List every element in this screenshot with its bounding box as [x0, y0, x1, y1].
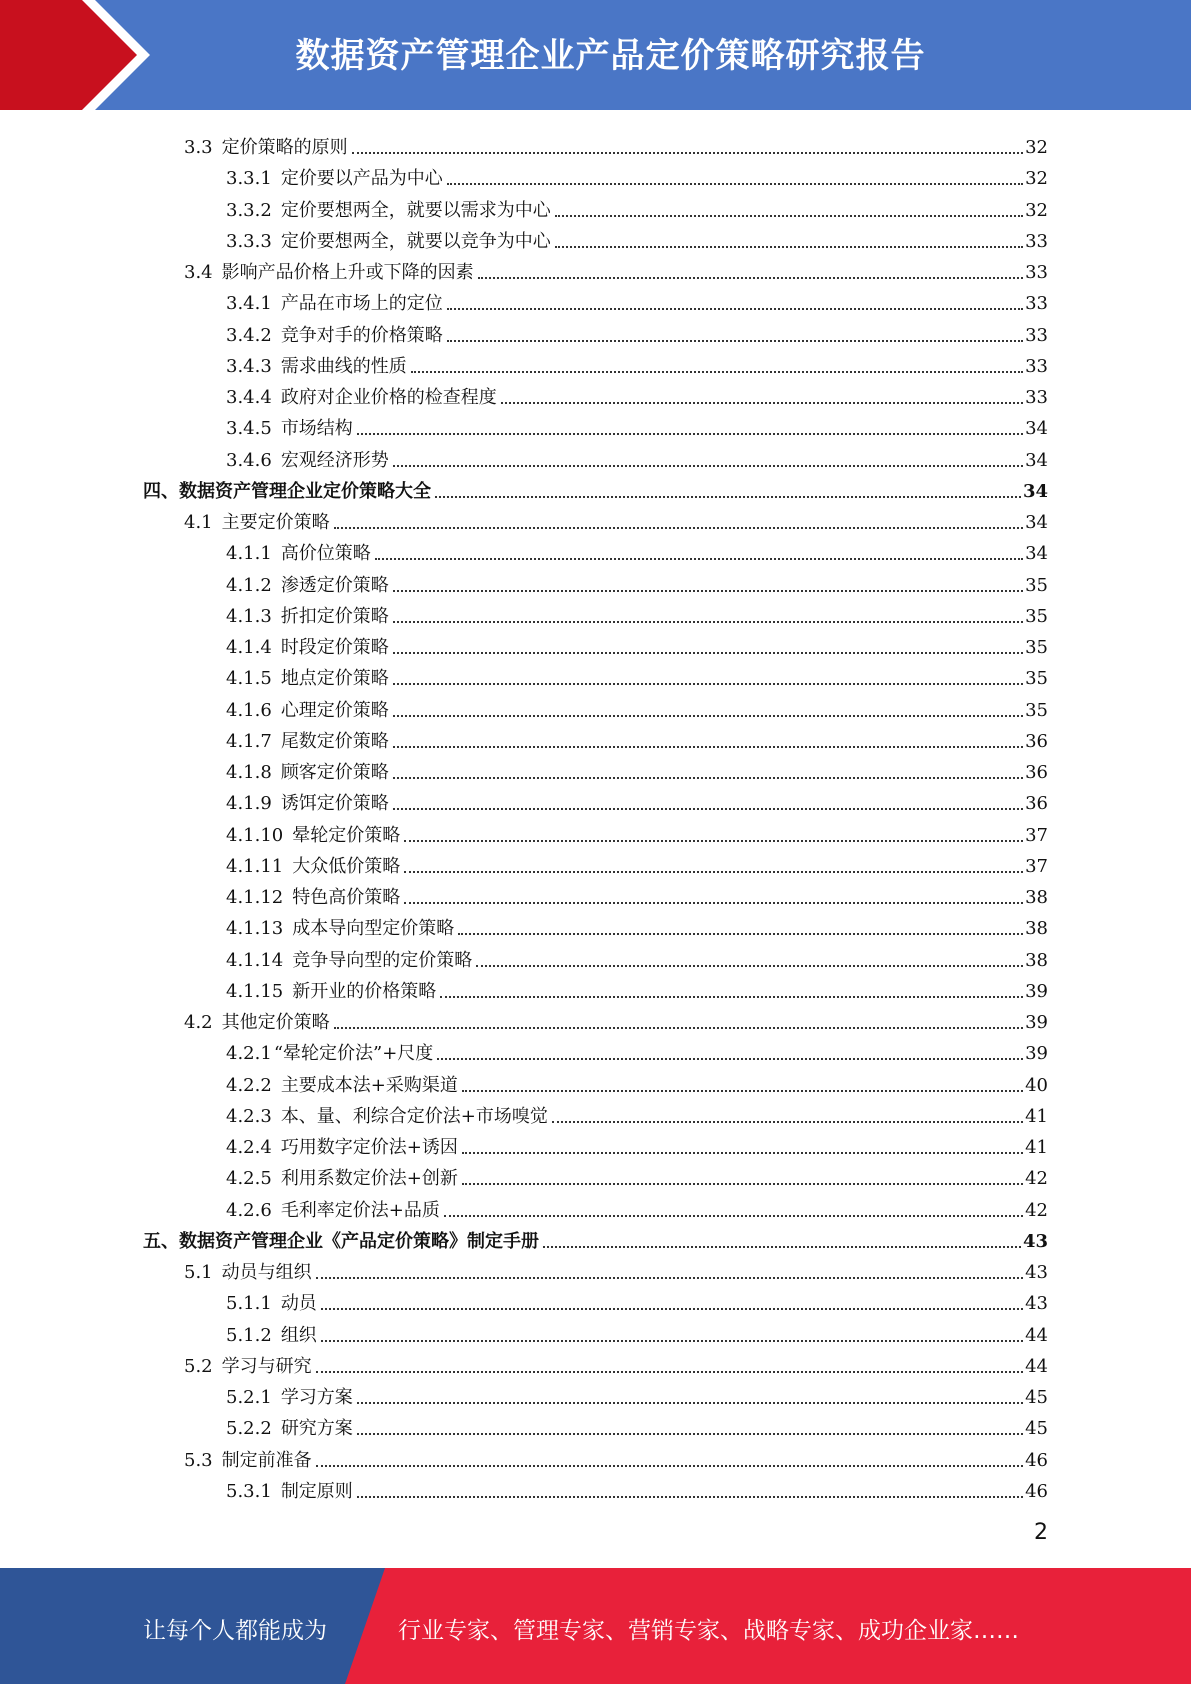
toc-entry[interactable]: [184, 503, 1048, 534]
toc-dot-leader: [555, 245, 1023, 248]
toc-entry-title: 地点定价策略: [280, 668, 389, 690]
report-title: 数据资产管理企业产品定价策略研究报告: [295, 36, 926, 76]
toc-entry[interactable]: [226, 409, 1048, 440]
toc-entry-title: 产品在市场上的定位: [280, 293, 443, 315]
toc-dot-leader: [444, 1214, 1023, 1217]
toc-dot-leader: [462, 1151, 1023, 1154]
toc-dot-leader: [435, 495, 1021, 498]
toc-entry-number: 五、: [143, 1230, 179, 1252]
toc-entry-page: 39: [1025, 1043, 1048, 1065]
footer-slogan-right: 行业专家、管理专家、营销专家、战略专家、成功企业家……: [398, 1618, 1019, 1644]
toc-dot-leader: [334, 1026, 1023, 1029]
toc-entry[interactable]: [226, 722, 1048, 753]
toc-dot-leader: [462, 1089, 1023, 1092]
toc-dot-leader: [478, 276, 1023, 279]
toc-entry[interactable]: [226, 1159, 1048, 1190]
toc-entry-title: 政府对企业价格的检查程度: [280, 387, 497, 408]
toc-entry-page: 33: [1025, 293, 1048, 315]
toc-dot-leader: [321, 1339, 1023, 1342]
toc-entry-page: 35: [1025, 699, 1048, 721]
toc-dot-leader: [476, 964, 1023, 967]
toc-entry[interactable]: [184, 128, 1048, 159]
toc-dot-leader: [393, 620, 1023, 623]
toc-entry[interactable]: [184, 1253, 1048, 1284]
toc-entry-page: 46: [1025, 1449, 1048, 1471]
toc-entry-number: 4.1.6: [226, 699, 272, 721]
toc-entry-number: 4.1: [184, 512, 213, 533]
toc-entry-title: 制定原则: [280, 1480, 353, 1502]
toc-entry-number: 5.1.1: [226, 1293, 272, 1315]
toc-entry-title: 时段定价策略: [280, 637, 389, 658]
toc-entry[interactable]: [143, 1222, 1048, 1253]
toc-dot-leader: [462, 1182, 1023, 1185]
toc-dot-leader: [357, 1432, 1023, 1435]
toc-entry-number: 3.4.5: [226, 418, 272, 440]
toc-entry-title: 毛利率定价法+品质: [280, 1199, 440, 1221]
toc-entry-page: 42: [1025, 1199, 1048, 1221]
toc-dot-leader: [543, 1245, 1021, 1248]
toc-entry-number: 4.1.14: [226, 949, 284, 971]
toc-entry-number: 3.4.1: [226, 293, 272, 315]
toc-dot-leader: [393, 807, 1023, 810]
toc-dot-leader: [437, 1057, 1023, 1060]
toc-dot-leader: [447, 307, 1023, 310]
toc-entry[interactable]: [226, 972, 1048, 1003]
toc-dot-leader: [316, 1370, 1023, 1373]
toc-entry[interactable]: [226, 316, 1048, 347]
page-header: [0, 0, 1191, 110]
toc-entry-title: 竞争导向型的定价策略: [292, 949, 473, 971]
toc-entry-number: 4.2.3: [226, 1105, 272, 1127]
toc-entry-page: 45: [1025, 1387, 1048, 1408]
toc-entry-page: 39: [1025, 980, 1048, 1002]
toc-entry-number: 4.1.3: [226, 605, 272, 627]
toc-entry-page: 43: [1025, 1293, 1048, 1315]
toc-entry-title: 动员: [280, 1293, 317, 1315]
toc-entry-page: 33: [1025, 387, 1048, 408]
toc-entry[interactable]: [226, 534, 1048, 565]
toc-entry-number: 3.4: [184, 262, 213, 283]
toc-entry-number: 5.1: [184, 1262, 213, 1283]
toc-entry-number: 4.2.1: [226, 1043, 272, 1065]
toc-entry[interactable]: [226, 159, 1048, 190]
toc-dot-leader: [501, 401, 1023, 404]
toc-entry[interactable]: [184, 1441, 1048, 1472]
toc-dot-leader: [393, 464, 1023, 467]
toc-entry-number: 4.2: [184, 1012, 213, 1033]
toc-entry-title: 数据资产管理企业《产品定价策略》制定手册: [179, 1230, 539, 1252]
toc-entry-title: 折扣定价策略: [280, 605, 389, 627]
footer-slogan-left: 让每个人都能成为: [143, 1618, 327, 1644]
toc-entry-title: 研究方案: [280, 1418, 353, 1440]
toc-entry-title: 宏观经济形势: [280, 449, 389, 471]
toc-dot-leader: [316, 1464, 1023, 1467]
toc-entry-title: 竞争对手的价格策略: [280, 324, 443, 346]
toc-entry-number: 4.2.2: [226, 1074, 272, 1096]
toc-entry-title: 成本导向型定价策略: [292, 918, 455, 940]
toc-entry-number: 4.1.15: [226, 980, 284, 1002]
toc-entry-page: 38: [1025, 949, 1048, 971]
toc-entry-page: 46: [1025, 1480, 1048, 1502]
toc-dot-leader: [375, 557, 1023, 560]
toc-dot-leader: [404, 901, 1023, 904]
toc-entry-number: 3.3.3: [226, 230, 272, 252]
toc-dot-leader: [458, 932, 1023, 935]
toc-entry-number: 3.4.2: [226, 324, 272, 346]
toc-entry[interactable]: [226, 847, 1048, 878]
toc-entry-page: 35: [1025, 668, 1048, 690]
toc-dot-leader: [393, 651, 1023, 654]
toc-entry-number: 四、: [143, 480, 179, 502]
toc-entry-page: 44: [1025, 1355, 1048, 1377]
toc-entry-title: 心理定价策略: [280, 699, 389, 721]
page-number: 2: [1034, 1520, 1048, 1545]
toc-dot-leader: [357, 1401, 1023, 1404]
toc-dot-leader: [357, 1495, 1023, 1498]
toc-entry-page: 35: [1025, 574, 1048, 596]
toc-dot-leader: [552, 1120, 1023, 1123]
toc-entry-number: 4.1.12: [226, 887, 284, 908]
toc-entry-page: 41: [1025, 1137, 1048, 1158]
toc-entry-page: 37: [1025, 824, 1048, 846]
toc-entry-page: 36: [1025, 793, 1048, 815]
toc-entry-number: 4.1.2: [226, 574, 272, 596]
toc-entry-number: 3.3: [184, 137, 213, 158]
toc-entry-number: 5.2.1: [226, 1387, 272, 1408]
toc-entry-title: 定价要以产品为中心: [280, 168, 443, 190]
toc-entry-title: 定价策略的原则: [221, 137, 348, 158]
toc-entry-number: 5.3.1: [226, 1480, 272, 1502]
toc-entry[interactable]: [184, 1347, 1048, 1378]
toc-entry[interactable]: [226, 1034, 1048, 1065]
toc-dot-leader: [321, 1307, 1023, 1310]
toc-entry[interactable]: [226, 659, 1048, 690]
toc-entry-title: 顾客定价策略: [280, 762, 389, 783]
toc-entry-page: 37: [1025, 855, 1048, 877]
toc-entry-page: 43: [1025, 1262, 1048, 1283]
toc-entry-number: 4.1.11: [226, 855, 284, 877]
toc-entry-number: 5.1.2: [226, 1324, 272, 1346]
toc-entry[interactable]: [226, 566, 1048, 597]
toc-entry-number: 4.1.9: [226, 793, 272, 815]
toc-entry[interactable]: [226, 1128, 1048, 1159]
toc-dot-leader: [440, 995, 1023, 998]
toc-dot-leader: [334, 526, 1023, 529]
toc-dot-leader: [447, 182, 1023, 185]
toc-entry[interactable]: [226, 1097, 1048, 1128]
toc-entry[interactable]: [226, 1378, 1048, 1409]
toc-dot-leader: [393, 589, 1023, 592]
toc-entry-page: 36: [1025, 730, 1048, 752]
toc-entry-page: 40: [1025, 1074, 1048, 1096]
toc-entry-title: 主要成本法+采购渠道: [280, 1074, 458, 1096]
toc-dot-leader: [393, 682, 1023, 685]
toc-dot-leader: [404, 870, 1023, 873]
toc-entry-page: 32: [1025, 168, 1048, 190]
toc-entry-title: 学习方案: [280, 1387, 353, 1408]
toc-entry-page: 38: [1025, 887, 1048, 908]
toc-entry-title: 制定前准备: [221, 1449, 312, 1471]
toc-entry[interactable]: [226, 691, 1048, 722]
toc-entry-number: 3.3.1: [226, 168, 272, 190]
toc-entry[interactable]: [226, 1284, 1048, 1315]
toc-entry-number: 3.4.4: [226, 387, 272, 408]
toc-entry-title: 新开业的价格策略: [292, 980, 437, 1002]
toc-entry-page: 34: [1025, 418, 1048, 440]
toc-entry-page: 45: [1025, 1418, 1048, 1440]
toc-entry-number: 4.1.13: [226, 918, 284, 940]
toc-dot-leader: [447, 339, 1023, 342]
toc-entry-page: 43: [1022, 1230, 1048, 1252]
toc-entry-page: 44: [1025, 1324, 1048, 1346]
toc-entry-page: 39: [1025, 1012, 1048, 1033]
toc-entry-title: 市场结构: [280, 418, 353, 440]
toc-entry-page: 34: [1022, 480, 1048, 502]
toc-entry[interactable]: [226, 816, 1048, 847]
toc-dot-leader: [357, 432, 1023, 435]
toc-entry-title: 特色高价策略: [292, 887, 401, 908]
toc-entry[interactable]: [143, 472, 1048, 503]
toc-entry[interactable]: [226, 378, 1048, 409]
toc-entry-page: 38: [1025, 918, 1048, 940]
toc-entry-page: 33: [1025, 230, 1048, 252]
toc-entry[interactable]: [226, 878, 1048, 909]
toc-entry-title: 动员与组织: [221, 1262, 312, 1283]
toc-dot-leader: [393, 776, 1023, 779]
toc-entry[interactable]: [226, 784, 1048, 815]
toc-entry[interactable]: [226, 1191, 1048, 1222]
toc-entry-number: 3.3.2: [226, 199, 272, 221]
toc-entry[interactable]: [226, 191, 1048, 222]
toc-entry-page: 42: [1025, 1168, 1048, 1190]
toc-entry-title: 晕轮定价策略: [292, 824, 401, 846]
toc-entry-page: 41: [1025, 1105, 1048, 1127]
toc-entry-page: 32: [1025, 137, 1048, 158]
toc-entry-title: 诱饵定价策略: [280, 793, 389, 815]
toc-entry[interactable]: [184, 1003, 1048, 1034]
toc-entry-title: 尾数定价策略: [280, 730, 389, 752]
toc-entry-page: 34: [1025, 449, 1048, 471]
toc-entry[interactable]: [226, 1066, 1048, 1097]
toc-dot-leader: [393, 714, 1023, 717]
toc-entry[interactable]: [226, 441, 1048, 472]
toc-entry-number: 4.1.4: [226, 637, 272, 658]
toc-entry-title: 巧用数字定价法+诱因: [280, 1137, 458, 1158]
toc-entry[interactable]: [226, 628, 1048, 659]
toc-entry[interactable]: [226, 1472, 1048, 1503]
toc-entry-page: 32: [1025, 199, 1048, 221]
toc-entry-title: 组织: [280, 1324, 317, 1346]
toc-entry-title: 大众低价策略: [292, 855, 401, 877]
toc-entry[interactable]: [226, 597, 1048, 628]
toc-entry-page: 33: [1025, 355, 1048, 377]
toc-entry-title: 需求曲线的性质: [280, 355, 407, 377]
toc-entry-number: 5.3: [184, 1449, 213, 1471]
toc-entry-number: 4.1.1: [226, 543, 272, 565]
toc-dot-leader: [411, 370, 1023, 373]
toc-entry-title: 利用系数定价法+创新: [280, 1168, 458, 1190]
toc-entry-title: 学习与研究: [221, 1355, 312, 1377]
toc-entry[interactable]: [226, 347, 1048, 378]
toc-dot-leader: [352, 151, 1023, 154]
toc-entry[interactable]: [226, 909, 1048, 940]
toc-entry[interactable]: [226, 1316, 1048, 1347]
toc-entry-title: 其他定价策略: [221, 1012, 330, 1033]
toc-entry-page: 33: [1025, 324, 1048, 346]
toc-entry-number: 4.1.10: [226, 824, 284, 846]
toc-entry-number: 3.4.3: [226, 355, 272, 377]
toc-entry-page: 33: [1025, 262, 1048, 283]
toc-entry[interactable]: [226, 753, 1048, 784]
toc-entry-title: 高价位策略: [280, 543, 371, 565]
toc-entry-number: 4.1.8: [226, 762, 272, 783]
toc-dot-leader: [393, 745, 1023, 748]
toc-entry-title: 渗透定价策略: [280, 574, 389, 596]
toc-entry-page: 34: [1025, 512, 1048, 533]
toc-entry[interactable]: [226, 222, 1048, 253]
toc-entry-page: 36: [1025, 762, 1048, 783]
toc-entry[interactable]: [226, 284, 1048, 315]
toc-entry-title: 主要定价策略: [221, 512, 330, 533]
toc-entry-title: 数据资产管理企业定价策略大全: [179, 480, 431, 502]
toc-entry-number: 4.2.6: [226, 1199, 272, 1221]
toc-dot-leader: [404, 839, 1023, 842]
toc-entry-page: 35: [1025, 605, 1048, 627]
toc-entry-title: 定价要想两全，就要以需求为中心: [280, 199, 551, 221]
toc-entry-number: 4.1.7: [226, 730, 272, 752]
toc-entry-number: 5.2: [184, 1355, 213, 1377]
toc-entry-title: “晕轮定价法”+尺度: [273, 1043, 434, 1065]
toc-entry-number: 4.2.4: [226, 1137, 272, 1158]
toc-entry-title: 定价要想两全，就要以竞争为中心: [280, 230, 551, 252]
toc-dot-leader: [316, 1276, 1023, 1279]
toc-entry-title: 本、量、利综合定价法+市场嗅觉: [280, 1105, 548, 1127]
toc-entry-page: 35: [1025, 637, 1048, 658]
toc-entry-number: 4.2.5: [226, 1168, 272, 1190]
toc-entry[interactable]: [184, 253, 1048, 284]
toc-entry-title: 影响产品价格上升或下降的因素: [221, 262, 474, 283]
toc-entry-number: 3.4.6: [226, 449, 272, 471]
toc-entry[interactable]: [226, 1409, 1048, 1440]
toc-entry-page: 34: [1025, 543, 1048, 565]
toc-entry[interactable]: [226, 941, 1048, 972]
toc-entry-number: 4.1.5: [226, 668, 272, 690]
page-footer: [0, 1568, 1191, 1684]
toc-dot-leader: [555, 214, 1023, 217]
toc-entry-number: 5.2.2: [226, 1418, 272, 1440]
